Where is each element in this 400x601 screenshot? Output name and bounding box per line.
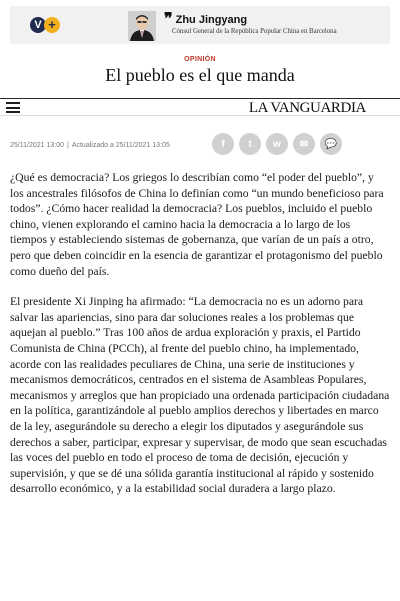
paragraph-1: ¿Qué es democracia? Los griegos lo describían como “el poder del pueblo”, y los ancestrales filósofos de China lo definían como “un mundo beneficioso para todos”. ¿Cómo hacer realidad la democracia? Los pueblos, incluido el pueblo chino, vienen explorando el camino hacia la democracia a lo largo de los tiempos y estableciendo sistemas de gobernanza, que varían de un país a otro, pero que deben coincidir en la esencia de garantizar el protagonismo del pueblo como dueño del país. — [10, 171, 384, 278]
section-label[interactable]: OPINIÓN — [184, 56, 216, 63]
site-logo[interactable]: LA VANGUARDIA — [248, 100, 366, 116]
quote-icon: ❞ — [164, 11, 173, 28]
hamburger-menu-icon[interactable] — [6, 102, 20, 113]
author-name[interactable] — [164, 11, 248, 28]
author-role: Cónsul General de la República Popular China en Barcelona — [172, 28, 337, 35]
article-meta — [10, 142, 170, 149]
share-buttons — [212, 133, 342, 155]
email-share-button[interactable]: ✉ — [293, 133, 315, 155]
top-bar — [0, 98, 400, 116]
author-name-text: Zhu Jingyang — [175, 14, 248, 26]
plus-badge-icon: + — [44, 17, 60, 33]
paragraph-2: El presidente Xi Jinping ha afirmado: “La democracia no es un adorno para salvar las apariencias, sino para dar soluciones reales a los problemas que aquejan al pueblo.” Tras 100 años de ardua exploración y praxis, el Partido Comunista de China (PCCh), al frente del pueblo chino, ha implementado, acorde con las realidades peculiares de China, una serie de instituciones y mecanismos democráticos, centrados en el sistema de Asambleas Populares, mecanismos y arreglos que han propiciado una ordenada participación ciudadana en la política, garantizándole al pueblo amplios derechos y libertades en marco de la ley, asegurándole su derecho a elegir los diputados y asegurándole sus derechos a saber, participar, expresar y supervisar, de modo que sean escuchadas las voces del pueblo en todo el proceso de toma de decisión, ejecución y supervisión, y que se dé una sólida garantía institucional al rápido y sostenido desarrollo económico, y a la estabilidad social duradera a largo plazo. — [10, 295, 390, 496]
vanguardia-plus-badge[interactable] — [30, 15, 64, 35]
updated-date: Actualizado a 25/11/2021 13:05 — [71, 142, 170, 149]
v-badge-icon: V — [30, 17, 46, 33]
author-card — [10, 6, 390, 44]
author-avatar[interactable] — [128, 11, 156, 41]
meta-separator: | — [66, 142, 69, 149]
twitter-share-button[interactable]: t — [239, 133, 261, 155]
whatsapp-share-button[interactable]: w — [266, 133, 288, 155]
comments-button[interactable]: 💬 — [320, 133, 342, 155]
published-date: 25/11/2021 13:00 — [10, 142, 64, 149]
page-title: El pueblo es el que manda — [105, 65, 295, 85]
facebook-share-button[interactable]: f — [212, 133, 234, 155]
article-body — [10, 170, 390, 512]
